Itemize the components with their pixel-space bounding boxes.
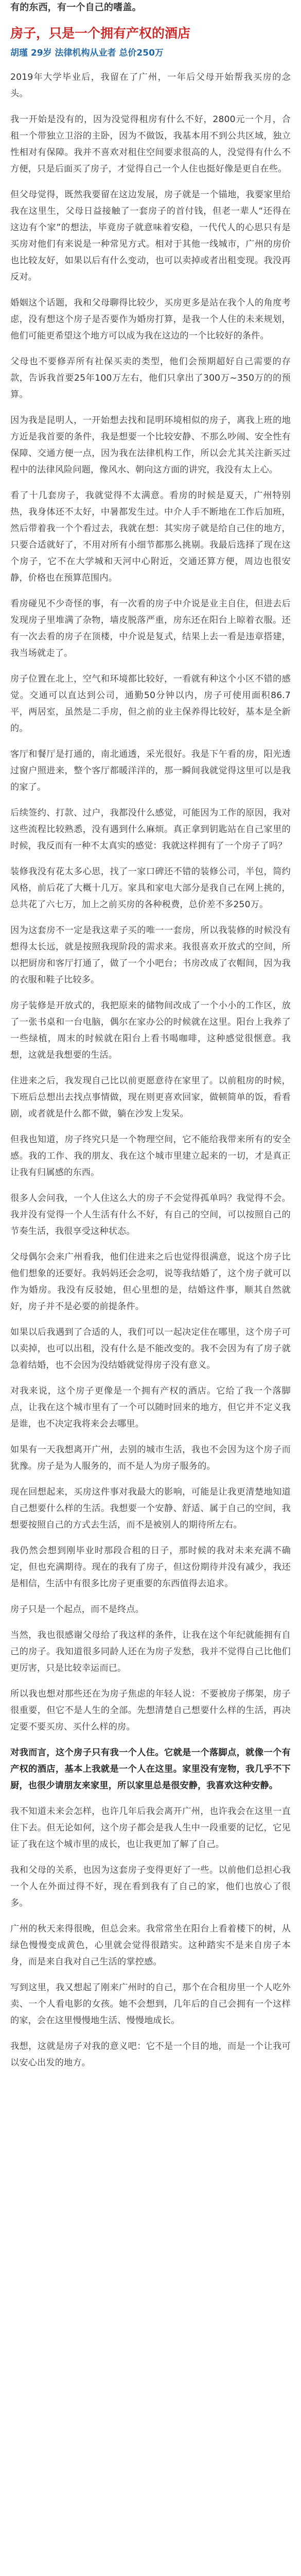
paragraph: 但父母觉得，既然我要留在这边发展，房子就是一个锚地，我要家里给我在这里生，父母日益接触了一套房子的首付钱，但老一辈人“还得在这边有个家”的想法，毕竟房子就意味着安稳，一代代人的心思只有是买房对他们有来说是一种常见方式。相对于其他一线城市，广州的房价也比较友好，如果以后有什么变动，也可以卖掉或者出租变现。我没再反对。 — [10, 190, 291, 282]
article-title: 房子，只是一个拥有产权的酒店 — [10, 26, 191, 41]
paragraph: 很多人会问我，一个人住这么大的房子不会觉得孤单吗？我觉得不会。我并没有觉得一个人生活有什么不好，有自己的空间，可以按照自己的节奏生活，我很享受这种状态。 — [10, 1193, 291, 1236]
paragraph: 如果有一天我想离开广州，去别的城市生活，我也不会因为这个房子而犹豫。房子是为人服务的，而不是人为房子服务的。 — [10, 1445, 291, 1471]
paragraph: 住进来之后，我发现自己比以前更愿意待在家里了。以前租房的时候，下班后总想出去找点事情做，现在则更喜欢回家，做顿简单的饭，看看剧，或者就是什么都不做，躺在沙发上发呆。 — [10, 1076, 291, 1119]
paragraph: 所以我也想对那些还在为房子焦虑的年轻人说：不要被房子绑架，房子很重要，但它不是人生的全部。先想清楚自己想要什么样的生活，再决定要不要买房、买什么样的房。 — [10, 1689, 291, 1732]
paragraph: 看了十几套房子，我就觉得不太满意。看房的时候是夏天，广州特别热，我身体还不太好，中暑都发生过。中介人手不断地在工作后加班，然后带着我一个个看过去，我就在想：其实房子就是给自己住的地方，只要合适就好了，不用对所有小细节都那么挑剔。我最后选择了现在这个房子，它不在大学城和天河中心附近，交通还算方便，周边也很安静，价格也在预算范围内。 — [10, 490, 291, 583]
paragraph: 我想，这就是房子对我的意义吧：它不是一个目的地，而是一个让我可以安心出发的地方。 — [10, 2041, 291, 2068]
paragraph: 但我也知道，房子终究只是一个物理空间，它不能给我带来所有的安全感。我的工作、我的朋友、我在这个城市里建立起来的一切，才是真正让我有归属感的东西。 — [10, 1134, 291, 1178]
paragraph: 我一开始是没有的，因为没觉得租房有什么不好，2800元一个月，合租一个带独立卫浴的主卧，因为不做饭，我基本用不到公共区域，独立性相对有保障。我并不喜欢对租住空间要求很高的人，没觉得有什么不方便，只是后面买了房子，才觉得自己一个人住也挺好像是更自在些。 — [10, 114, 291, 174]
paragraph: 写到这里，我又想起了刚来广州时的自己，那个在合租房里一个人吃外卖、一个人看电影的女孩。她不会想到，几年后的自己会拥有一个这样的家，会在这里慢慢地生活、慢慢地成长。 — [10, 1982, 291, 2026]
paragraph: 客厅和餐厅是打通的，南北通透，采光很好。我是下午看的房，阳光透过窗户照进来，整个客厅都暖洋洋的，那一瞬间我就觉得这里可以是我的家了。 — [10, 749, 291, 792]
paragraph: 房子位置在北上，空气和环境都比较好，一看就有种这个小区不错的感觉。交通可以直达到公司，通勤50分钟以内，房子可使用面积86.7平，两居室，虽然是二手房，但之前的业主保养得比较好，基本是全新的。 — [10, 674, 291, 734]
paragraph: 看房碰见不少奇怪的事，有一次看的房子中介说是业主自住，但进去后发现房子里堆满了杂物，墙皮脱落严重，房东还在阳台上晾着衣服。还有一次去看的房子在顶楼，中介说是复式，结果上去一看是违章搭建，我当场就走了。 — [10, 599, 291, 658]
paragraph: 我和父母的关系，也因为这套房子变得更好了一些。以前他们总担心我一个人在外面过得不好，现在看到我有了自己的家，他们也放心了很多。 — [10, 1865, 291, 1908]
paragraph: 现在回想起来，买房这件事对我最大的影响，可能是让我更清楚地知道自己想要什么样的生活。我想要一个安静、舒适、属于自己的空间，我想要按照自己的方式去生活，而不是被别人的期待所左右。 — [10, 1487, 291, 1530]
paragraph: 父母也不要修弄所有社保买卖的类型，他们会预期超好自己需要的存款，告诉我首要25年100万左右，他们只拿出了300万~350万的的预算。 — [10, 357, 291, 400]
paragraph: 婚姻这个话题，我和父母聊得比较少，买房更多是站在我个人的角度考虑，没有想这个房子是否要作为婚房打算，是我一个人住的未来规划，他们可能更希望这个地方可以成为我在这边的一个比较好的条件。 — [10, 298, 291, 341]
paragraph: 因为我是昆明人，一开始想去找和昆明环境相似的房子，离我上班的地方近是我首要的条件，我是想要一个比较安静、不那么吵闹、安全性有保障、交通方便一点，因为我在法律机构工作，所以会尤其关注新买过程中的法律风险问题，像风水、朝向这方面的讲究，我没有太上心。 — [10, 415, 291, 475]
paragraph: 因为这套房不一定是我这辈子买的唯一一套房，所以我装修的时候没有想得太长远，就是按照我现阶段的需求来。我很喜欢开放式的空间，所以把厨房和客厅打通了，做了一个小吧台；书房改成了衣帽间，因为我的衣服和鞋子比较多。 — [10, 925, 291, 985]
previous-section-fragment: 有的东西，有一个自己的嗜盖。 — [10, 2, 141, 13]
paragraph: 如果以后我遇到了合适的人，我们可以一起决定住在哪里，这个房子可以卖掉，也可以出租，没有什么是不能改变的。我不会因为有了房子就急着结婚，也不会因为没结婚就觉得房子没有意义。 — [10, 1327, 291, 1370]
paragraph: 装修我没有花太多心思，找了一家口碑还不错的装修公司，半包，简约风格，前后花了大概十几万。家具和家电大部分是我自己在网上挑的，总共花了六七万，加上之前买房的各种税费，总价差不多250万。 — [10, 867, 291, 910]
article-body — [10, 69, 291, 2071]
paragraph: 2019年大学毕业后，我留在了广州，一年后父母开始帮我买房的念头。 — [10, 72, 291, 99]
paragraph: 对我来说，这个房子更像是一个拥有产权的酒店。它给了我一个落脚点，让我在这个城市里有了一个可以随时回来的地方，但它并不定义我是谁，也不决定我将来会去哪里。 — [10, 1386, 291, 1429]
paragraph: 广州的秋天来得很晚，但总会来。我常常坐在阳台上看着楼下的树，从绿色慢慢变成黄色，心里就会觉得很踏实。这种踏实不是来自房子本身，而是来自我对自己生活的掌控感。 — [10, 1924, 291, 1967]
paragraph: 我仍然会想到刚毕业时那段合租的日子，那时候的我对未来充满不确定，但也充满期待。现在的我有了房子，但这份期待并没有减少，我还是相信，生活中有很多比房子更重要的东西值得去追求。 — [10, 1546, 291, 1589]
paragraph: 房子只是一个起点，而不是终点。 — [10, 1604, 145, 1615]
paragraph: 我不知道未来会怎样，也许几年后我会离开广州，也许我会在这里一直住下去。但无论如何，这个房子都会是我人生中一段重要的记忆，它见证了我在这个城市里的成长，也让我更加了解了自己。 — [10, 1806, 291, 1850]
paragraph: 后续签约、打款、过户，我都没什么感觉，可能因为工作的原因，我对这些流程比较熟悉，没有遇到什么麻烦。真正拿到钥匙站在自己家里的时候，我反而有一种不太真实的感觉：我就这样拥有了一个房子了吗？ — [10, 808, 291, 851]
paragraph: 父母偶尔会来广州看我，他们住进来之后也觉得很满意，说这个房子比他们想象的还要好。我妈妈还会念叨，说等我结婚了，这个房子就可以作为婚房。我没有反驳她，但心里想的是，结婚这件事，顺其自然就好，房子并不是必要的前提条件。 — [10, 1252, 291, 1312]
paragraph: 当然，我也很感谢父母给了我这样的条件，让我在这个年纪就能拥有自己的房子。我知道很多同龄人还在为房子发愁，我并不觉得自己比他们更厉害，只是比较幸运而已。 — [10, 1630, 291, 1673]
paragraph-bold: 对我而言，这个房子只有我一个人住。它就是一个落脚点，就像一个有产权的酒店，基本上我就是一个人在这里。家里没有宠物，我几乎不下厨，也很少请朋友来家里，所以家里总是很安静，我喜欢这种安静。 — [10, 1748, 291, 1791]
article-meta: 胡瑾 29岁 法律机构从业者 总价250万 — [10, 48, 164, 58]
paragraph: 房子装修是开放式的，我把原来的储物间改成了一个小小的工作区，放了一张书桌和一台电脑，偶尔在家办公的时候就在这里。阳台上我养了一些绿植，周末的时候就在阳台上看书喝咖啡，这种感觉很惬意。我想，这就是我想要的生活。 — [10, 1001, 291, 1060]
